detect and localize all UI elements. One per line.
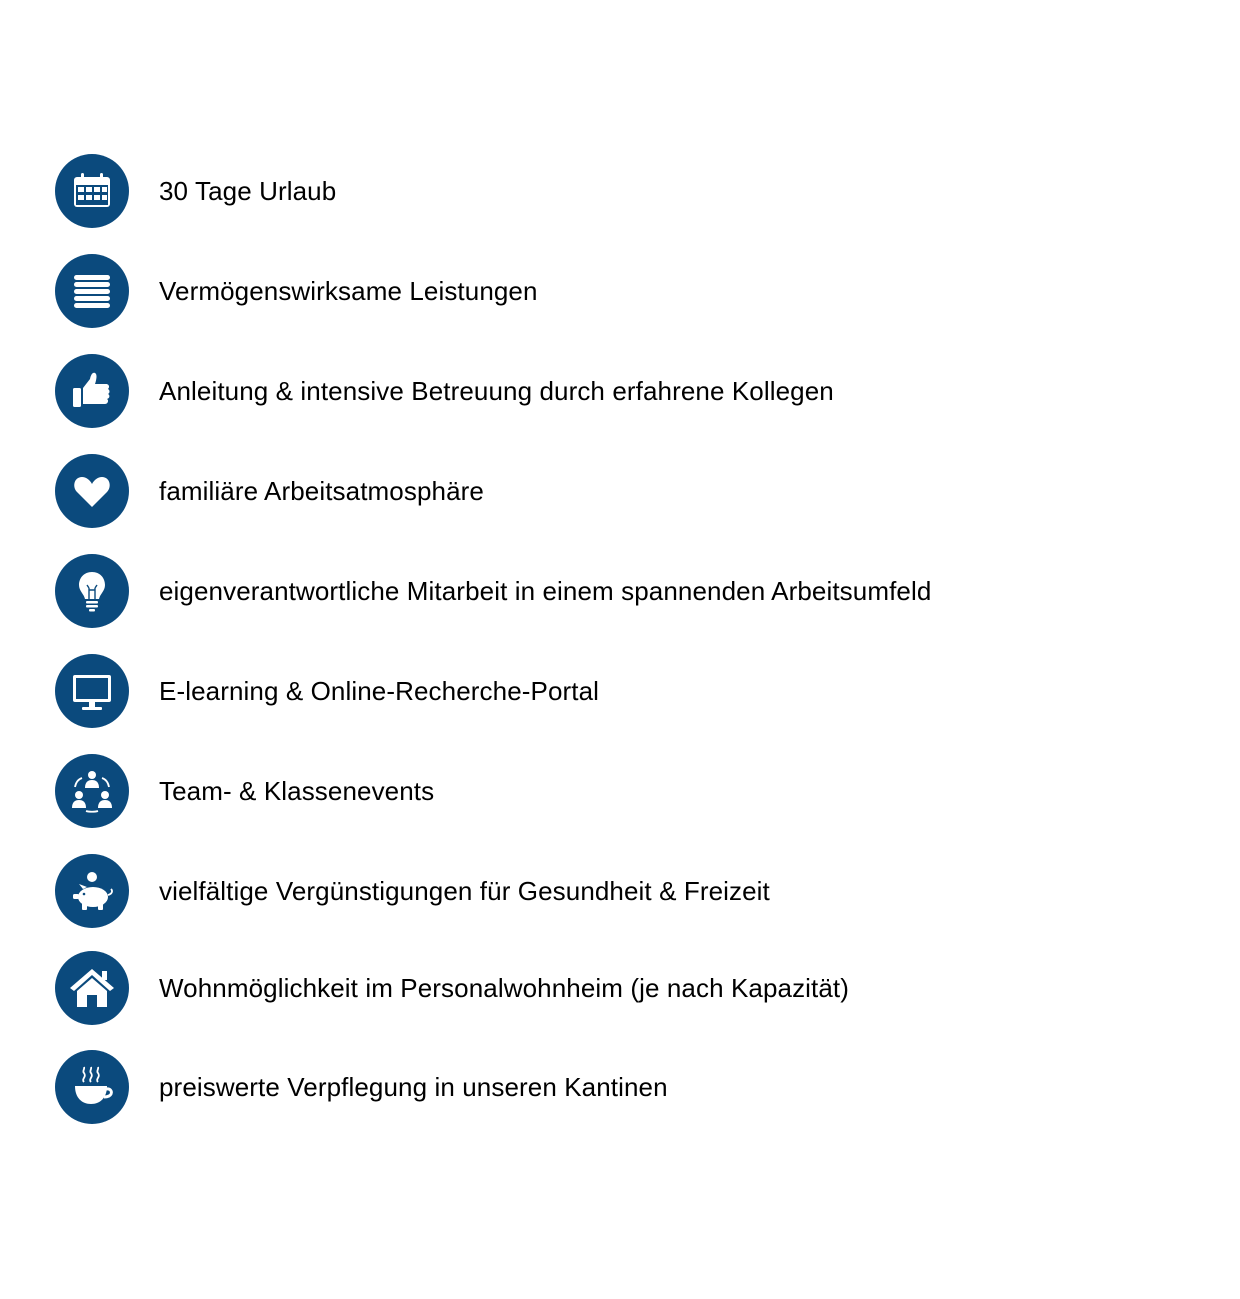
benefit-item: [55, 854, 1175, 928]
benefit-label: 30 Tage Urlaub: [159, 176, 337, 206]
benefit-label: eigenverantwortliche Mitarbeit in einem spannenden Arbeitsumfeld: [159, 576, 932, 606]
benefit-label: Vermögenswirksame Leistungen: [159, 276, 538, 306]
benefit-label: Anleitung & intensive Betreuung durch erfahrene Kollegen: [159, 376, 834, 406]
heart-icon: [55, 454, 129, 528]
lightbulb-icon: [55, 554, 129, 628]
benefit-item: [55, 154, 1175, 228]
benefit-item: [55, 354, 1175, 428]
benefit-item: [55, 254, 1175, 328]
benefit-item: [55, 454, 1175, 528]
benefit-label: familiäre Arbeitsatmosphäre: [159, 476, 484, 506]
coffee-cup-icon: [55, 1050, 129, 1124]
piggy-bank-icon: [55, 854, 129, 928]
benefit-label: E-learning & Online-Recherche-Portal: [159, 676, 600, 706]
benefit-item: [55, 1050, 1175, 1124]
benefit-item: [55, 654, 1175, 728]
thumbs-up-icon: [55, 354, 129, 428]
benefit-item: [55, 554, 1175, 628]
benefit-label: vielfältige Vergünstigungen für Gesundheit & Freizeit: [159, 876, 770, 906]
benefit-item: [55, 951, 1175, 1025]
coin-stack-icon: [55, 254, 129, 328]
calendar-icon: [55, 154, 129, 228]
benefit-label: Team- & Klassenevents: [159, 776, 435, 806]
team-cycle-icon: [55, 754, 129, 828]
benefit-label: Wohnmöglichkeit im Personalwohnheim (je nach Kapazität): [159, 973, 850, 1003]
monitor-icon: [55, 654, 129, 728]
benefit-label: preiswerte Verpflegung in unseren Kantinen: [159, 1072, 668, 1102]
house-icon: [55, 951, 129, 1025]
benefit-item: [55, 754, 1175, 828]
